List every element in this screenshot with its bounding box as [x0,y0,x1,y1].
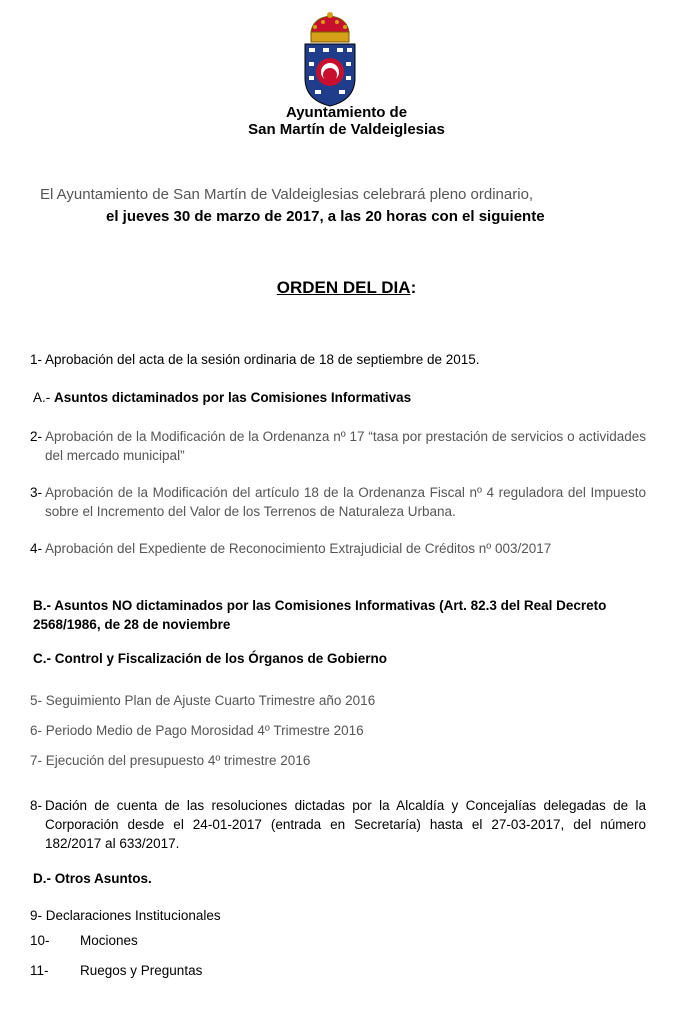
item-2-num: 2- [30,429,43,444]
intro-line1: El Ayuntamiento de San Martín de Valdeiglesias celebrará pleno ordinario, [40,186,534,203]
section-a [33,390,411,405]
title-colon: : [410,278,417,297]
item-11-text: Ruegos y Preguntas [80,963,203,978]
item-4-num: 4- [30,541,43,556]
item-2-text: Aprobación de la Modificación de la Ordenanza nº 17 “tasa por prestación de servicios o actividades del mercado municipal” [45,429,646,463]
item-4 [30,539,646,558]
section-d: D.- Otros Asuntos. [33,871,152,886]
item-1: 1- Aprobación del acta de la sesión ordinaria de 18 de septiembre de 2015. [30,352,480,367]
item-10-text: Mociones [80,933,138,948]
section-c: C.- Control y Fiscalización de los Órganos de Gobierno [33,651,388,666]
item-8-text: Dación de cuenta de las resoluciones dictadas por la Alcaldía y Concejalías delegadas de la Corporación desde el 24-01-2017 (entrada en Secretaría) hasta el 27-03-2017, del número 182/2017 al 633/2017. [45,798,646,851]
item-11 [30,963,203,978]
item-3 [30,483,646,521]
intro-time: 20 horas con el siguiente [365,208,545,225]
section-a-title: Asuntos dictaminados por las Comisiones Informativas [54,390,412,405]
item-10 [30,933,138,948]
item-4-text: Aprobación del Expediente de Reconocimiento Extrajudicial de Créditos nº 003/2017 [45,541,552,556]
item-5: 5- Seguimiento Plan de Ajuste Cuarto Trimestre año 2016 [30,693,376,708]
org-name-line2: San Martín de Valdeiglesias [248,121,445,138]
org-name-line1: Ayuntamiento de [285,104,408,121]
item-8-num: 8- [30,798,43,813]
intro-line2 [106,208,545,225]
coat-of-arms-icon [293,12,367,108]
item-7: 7- Ejecución del presupuesto 4º trimestre 2016 [30,753,311,768]
section-b: B.- Asuntos NO dictaminados por las Comisiones Informativas (Art. 82.3 del Real Decreto 2568/1986, de 28 de noviembre [33,598,607,632]
page-title [0,278,693,298]
item-6: 6- Periodo Medio de Pago Morosidad 4º Trimestre 2016 [30,723,364,738]
item-9: 9- Declaraciones Institucionales [30,908,221,923]
item-8 [30,796,646,853]
title-text: ORDEN DEL DIA [276,278,411,297]
item-3-text: Aprobación de la Modificación del artículo 18 de la Ordenanza Fiscal nº 4 reguladora del Impuesto sobre el Incremento del Valor de los Terrenos de Naturaleza Urbana. [45,485,646,519]
item-10-num: 10- [30,933,50,948]
item-3-num: 3- [30,485,43,500]
item-2 [30,427,646,465]
section-a-num: A.- [33,390,51,405]
intro-date: el jueves 30 de marzo de 2017, a las [106,208,362,225]
item-11-num: 11- [30,963,49,978]
